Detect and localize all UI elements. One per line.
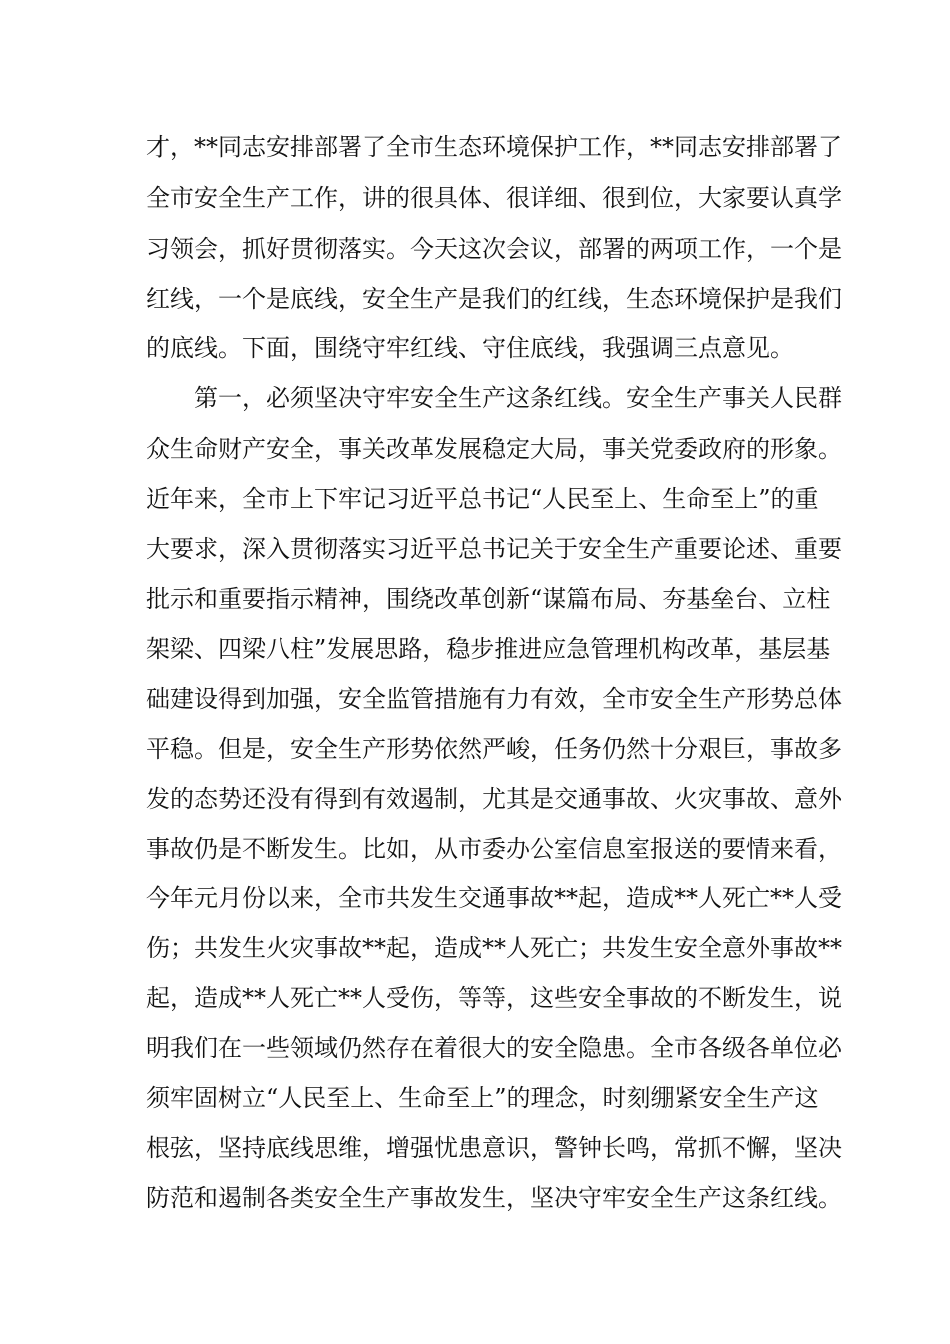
text-line: 平稳。但是，安全生产形势依然严峻，任务仍然十分艰巨，事故多	[146, 735, 842, 763]
text-line: 今年元月份以来，全市共发生交通事故**起，造成**人死亡**人受	[146, 884, 842, 912]
text-line: 根弦，坚持底线思维，增强忧患意识，警钟长鸣，常抓不懈，坚决	[146, 1134, 842, 1162]
text-line: 近年来，全市上下牢记习近平总书记“人民至上、生命至上”的重	[146, 485, 819, 513]
text-line: 众生命财产安全，事关改革发展稳定大局，事关党委政府的形象。	[146, 435, 842, 463]
paragraph-first-line: 第一，必须坚决守牢安全生产这条红线。安全生产事关人民群	[194, 384, 842, 412]
text-line: 大要求，深入贯彻落实习近平总书记关于安全生产重要论述、重要	[146, 535, 842, 563]
text-line: 红线，一个是底线，安全生产是我们的红线，生态环境保护是我们	[146, 285, 842, 313]
paragraph-end-line: 防范和遏制各类安全生产事故发生，坚决守牢安全生产这条红线。	[146, 1184, 842, 1212]
text-line: 起，造成**人死亡**人受伤，等等，这些安全事故的不断发生，说	[146, 984, 842, 1012]
text-line: 础建设得到加强，安全监管措施有力有效，全市安全生产形势总体	[146, 685, 842, 713]
text-line: 习领会，抓好贯彻落实。今天这次会议，部署的两项工作，一个是	[146, 235, 842, 263]
paragraph-end-line: 的底线。下面，围绕守牢红线、守住底线，我强调三点意见。	[146, 334, 794, 362]
text-line: 明我们在一些领域仍然存在着很大的安全隐患。全市各级各单位必	[146, 1034, 842, 1062]
text-line: 须牢固树立“人民至上、生命至上”的理念，时刻绷紧安全生产这	[146, 1084, 819, 1112]
text-line: 批示和重要指示精神，围绕改革创新“谋篇布局、夯基垒台、立柱	[146, 585, 831, 613]
text-line: 伤；共发生火灾事故**起，造成**人死亡；共发生安全意外事故**	[146, 934, 842, 962]
text-line: 架梁、四梁八柱”发展思路，稳步推进应急管理机构改革，基层基	[146, 635, 831, 663]
text-line: 才，**同志安排部署了全市生态环境保护工作，**同志安排部署了	[146, 133, 842, 161]
text-line: 发的态势还没有得到有效遏制，尤其是交通事故、火灾事故、意外	[146, 785, 842, 813]
text-line: 事故仍是不断发生。比如，从市委办公室信息室报送的要情来看，	[146, 835, 842, 863]
text-line: 全市安全生产工作，讲的很具体、很详细、很到位，大家要认真学	[146, 184, 842, 212]
